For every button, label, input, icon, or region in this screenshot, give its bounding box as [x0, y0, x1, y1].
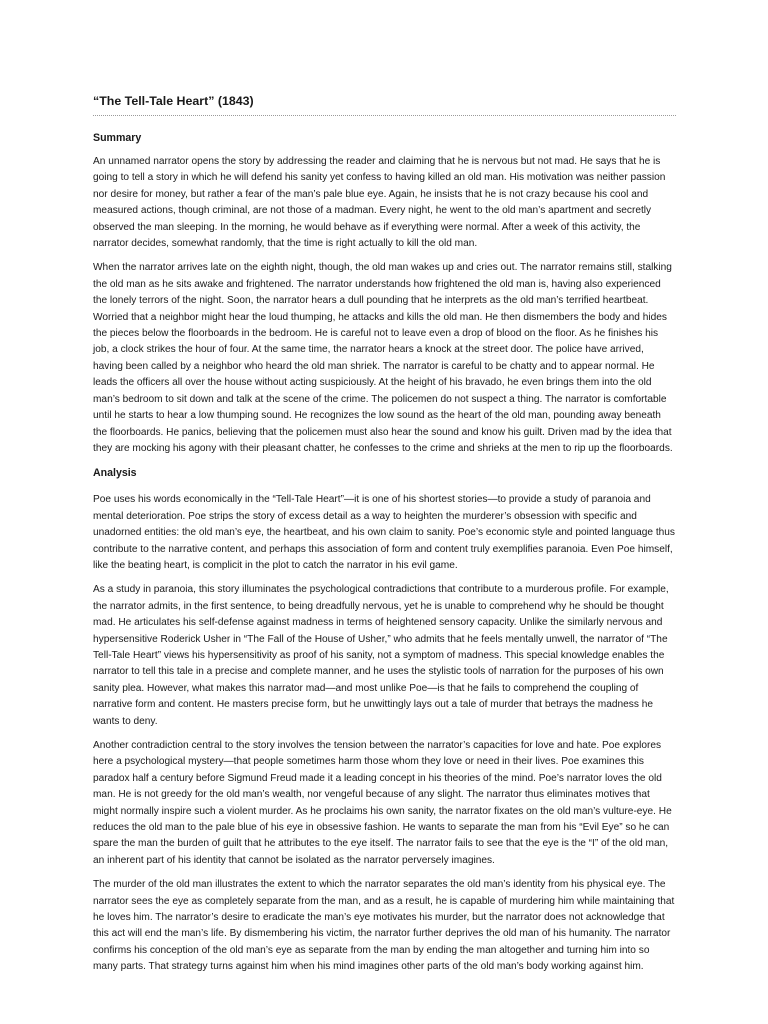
- summary-paragraph: When the narrator arrives late on the eighth night, though, the old man wakes up and cries out. The narrator remains still, stalking the old man as he sits awake and frightened. The narrator understands how frightened the old man is, having also experienced the lonely terrors of the night. Soon, the narrator hears a dull pounding that he interprets as the old man’s terrified heartbeat. Worried that a neighbor might hear the loud thumping, he attacks and kills the old man. He then dismembers the body and hides the pieces below the floorboards in the bedroom. He is careful not to leave even a drop of blood on the floor. As he finishes his job, a clock strikes the hour of four. At the same time, the narrator hears a knock at the street door. The police have arrived, having been called by a neighbor who heard the old man shriek. The narrator is careful to be chatty and to appear normal. He leads the officers all over the house without acting suspiciously. At the height of his bravado, he even brings them into the old man’s bedroom to sit down and talk at the scene of the crime. The policemen do not suspect a thing. The narrator is comfortable until he starts to hear a low thumping sound. He recognizes the low sound as the heart of the old man, pounding away beneath the floorboards. He panics, believing that the policemen must also hear the sound and know his guilt. Driven mad by the idea that they are mocking his agony with their pleasant chatter, he confesses to the crime and shrieks at the men to rip up the floorboards.: [93, 262, 673, 454]
- analysis-paragraph: The murder of the old man illustrates the extent to which the narrator separates the old man’s identity from his physical eye. The narrator sees the eye as completely separate from the man, and as a result, he is capable of murdering him while maintaining that he loves him. The narrator’s desire to eradicate the man’s eye motivates his murder, but the narrator does not acknowledge that this act will end the man’s life. By dismembering his victim, the narrator further deprives the old man of his humanity. The narrator confirms his conception of the old man’s eye as separate from the man by ending the man altogether and turning him into so many parts. That strategy turns against him when his mind imagines other parts of the old man’s body working against him.: [93, 879, 675, 973]
- analysis-paragraph: As a study in paranoia, this story illuminates the psychological contradictions that contribute to a murderous profile. For example, the narrator admits, in the first sentence, to being dreadfully nervous, yet he is unable to comprehend why he should be thought mad. He articulates his self-defense against madness in terms of heightened sensory capacity. Unlike the similarly nervous and hypersensitive Roderick Usher in “The Fall of the House of Usher,” who admits that he feels mentally unwell, the narrator of “The Tell-Tale Heart” views his hypersensitivity as proof of his sanity, not a symptom of madness. This special knowledge enables the narrator to tell this tale in a precise and complete manner, and he uses the stylistic tools of narration for the purposes of his own sanity plea. However, what makes this narrator mad—and most unlike Poe—is that he fails to comprehend the coupling of narrative form and content. He masters precise form, but he unwittingly lays out a tale of murder that betrays the madness he wants to deny.: [93, 584, 669, 727]
- analysis-paragraph: Another contradiction central to the story involves the tension between the narrator’s capacities for love and hate. Poe explores here a psychological mystery—that people sometimes harm those whom they love or need in their lives. Poe examines this paradox half a century before Sigmund Freud made it a leading concept in his theories of the mind. Poe’s narrator loves the old man. He is not greedy for the old man’s wealth, nor vengeful because of any slight. The narrator thus eliminates motives that might normally inspire such a violent murder. As he proclaims his own sanity, the narrator fixates on the old man’s vulture-eye. He reduces the old man to the pale blue of his eye in obsessive fashion. He wants to separate the man from his “Evil Eye” so he can spare the man the burden of guilt that he attributes to the eye itself. The narrator fails to see that the eye is the “I” of the old man, an inherent part of his identity that cannot be isolated as the narrator perversely imagines.: [93, 740, 672, 866]
- analysis-heading: Analysis: [93, 467, 137, 480]
- summary-heading: Summary: [93, 132, 142, 144]
- document-title: “The Tell-Tale Heart” (1843): [93, 93, 676, 116]
- summary-paragraph: An unnamed narrator opens the story by addressing the reader and claiming that he is nervous but not mad. He says that he is going to tell a story in which he will defend his sanity yet confess to having killed an old man. His motivation was neither passion nor desire for money, but rather a fear of the man’s pale blue eye. Again, he insists that he is not crazy because his cool and measured actions, though criminal, are not those of a madman. Every night, he went to the old man’s apartment and secretly observed the man sleeping. In the morning, he would behave as if everything were normal. After a week of this activity, the narrator decides, somewhat randomly, that the time is right actually to kill the old man.: [93, 156, 666, 250]
- analysis-paragraph: Poe uses his words economically in the “Tell-Tale Heart”—it is one of his shortest stories—to provide a study of paranoia and mental deterioration. Poe strips the story of excess detail as a way to heighten the murderer’s obsession with specific and unadorned entities: the old man’s eye, the heartbeat, and his own claim to sanity. Poe’s economic style and pointed language thus contribute to the narrative content, and perhaps this association of form and content truly exemplifies paranoia. Even Poe himself, like the beating heart, is complicit in the plot to catch the narrator in his evil game.: [93, 494, 675, 571]
